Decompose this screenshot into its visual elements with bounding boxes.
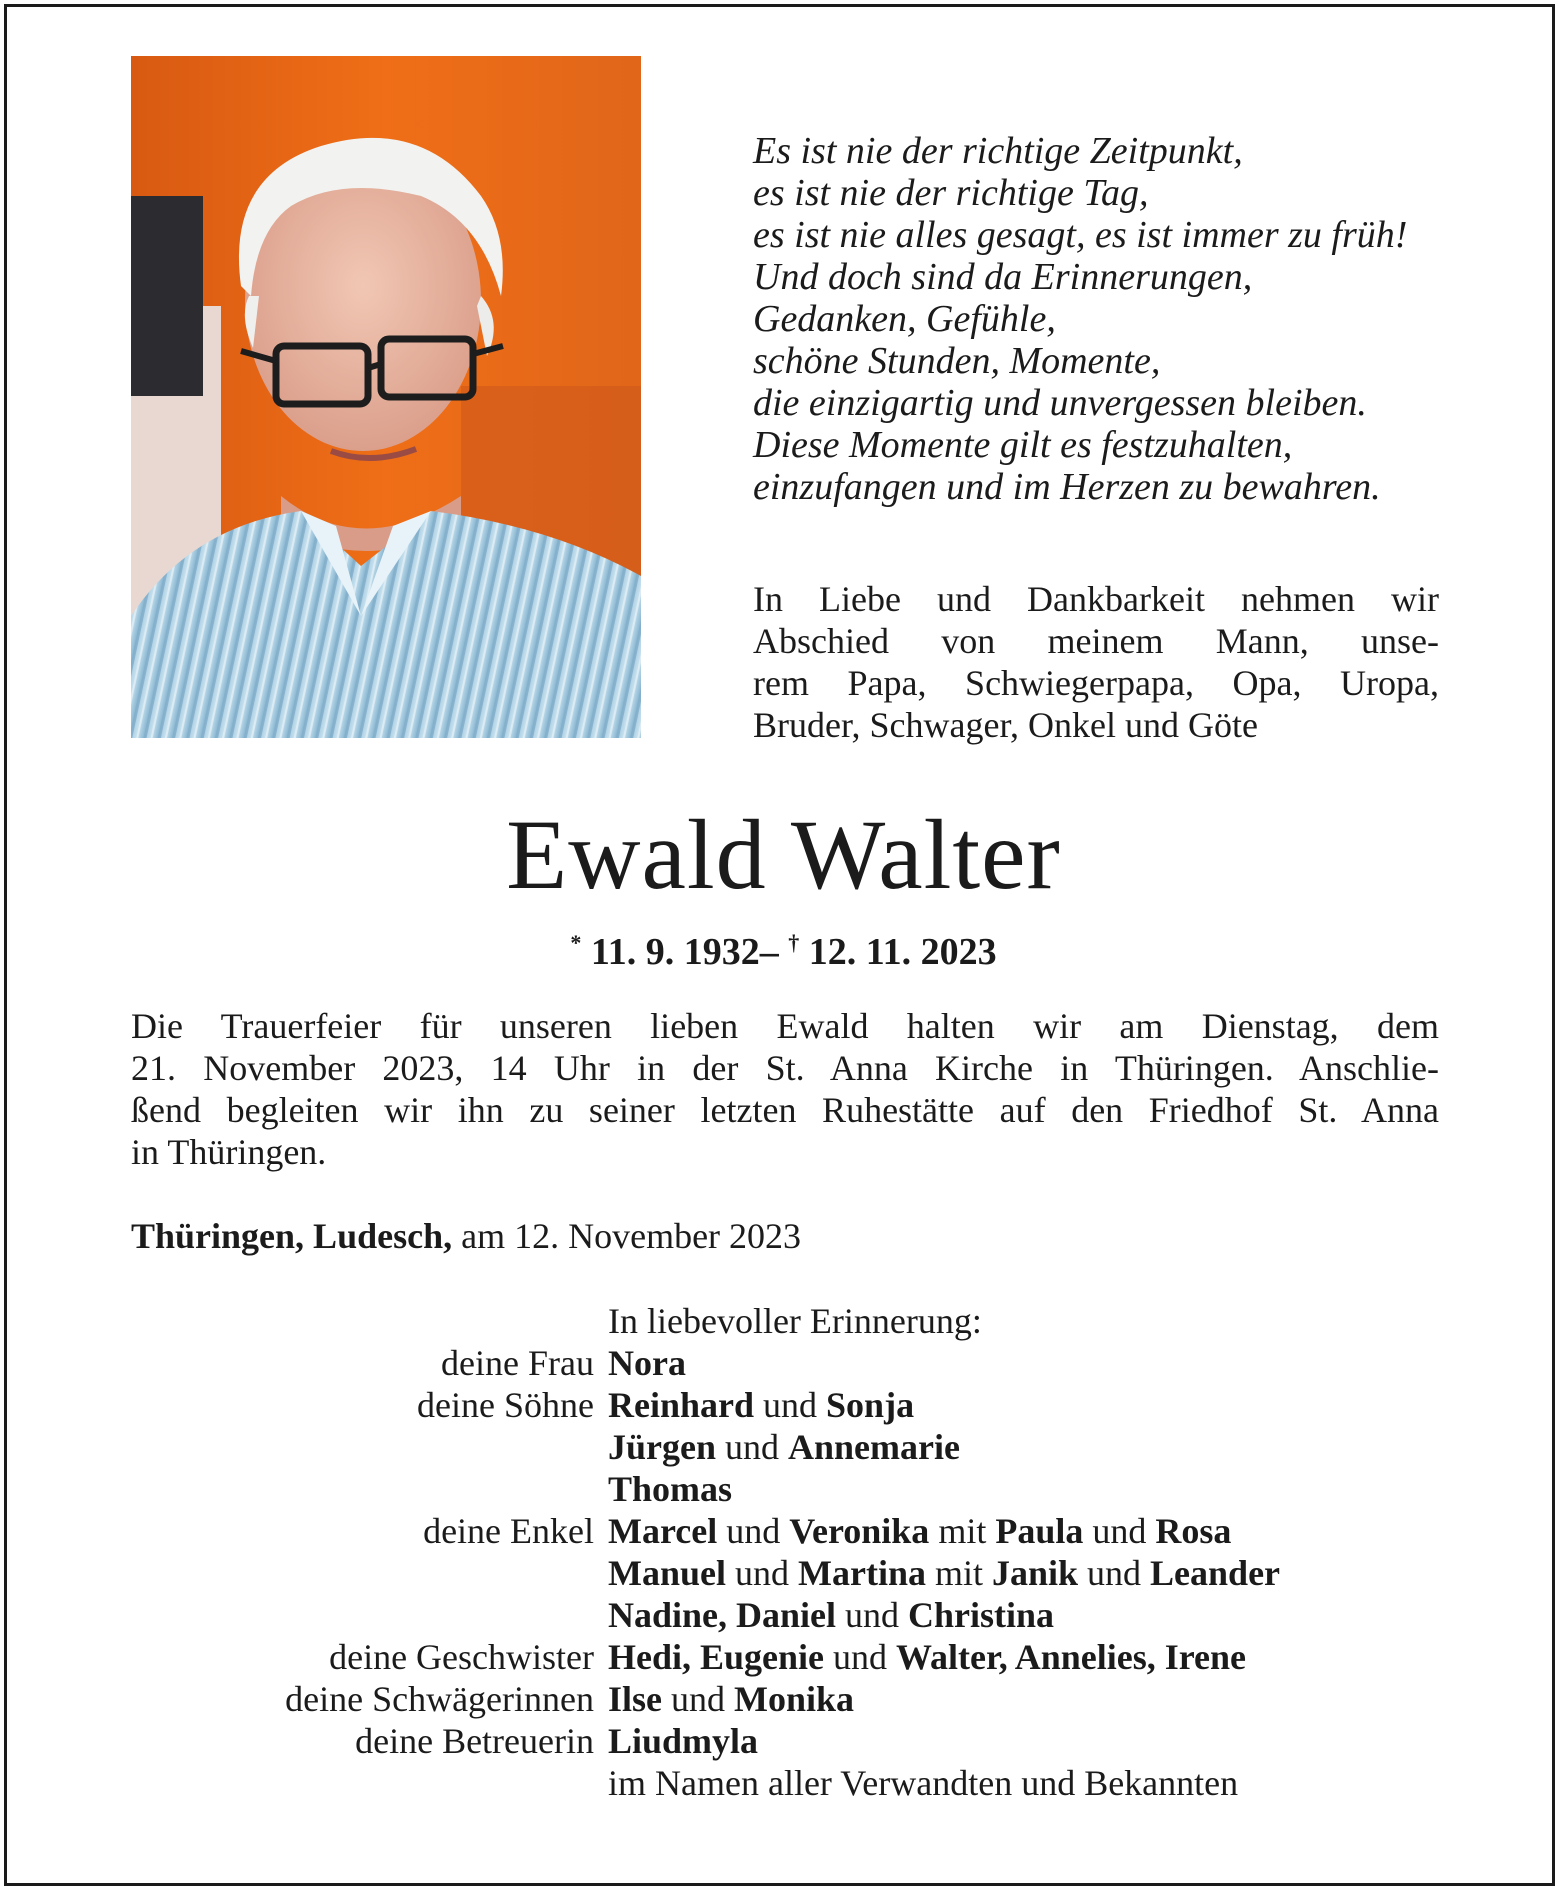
mourner-relation: deine Geschwister: [329, 1637, 594, 1677]
place-names: Thüringen, Ludesch,: [131, 1216, 453, 1256]
poem: [753, 130, 1493, 508]
mourner-row: [131, 1342, 1439, 1384]
mourner-relation: deine Frau: [441, 1343, 594, 1383]
mourner-names: [608, 1510, 1439, 1552]
poem-line: Diese Momente gilt es festzuhalten,: [753, 424, 1293, 466]
mourner-connector: im Namen aller Verwandten und Bekannten: [608, 1763, 1239, 1803]
mourners-heading-row: [131, 1300, 1439, 1342]
mourner-name: Christina: [908, 1595, 1055, 1635]
mourner-name: Leander: [1150, 1553, 1281, 1593]
poem-line: es ist nie alles gesagt, es ist immer zu früh!: [753, 214, 1408, 256]
mourner-relation: deine Schwägerinnen: [285, 1679, 594, 1719]
mourner-row: [131, 1384, 1439, 1426]
poem-line: Gedanken, Gefühle,: [753, 298, 1056, 340]
mourner-connector: und: [836, 1595, 909, 1635]
poem-line: Es ist nie der richtige Zeitpunkt,: [753, 130, 1243, 172]
mourners-list: [131, 1300, 1439, 1804]
mourner-connector: und: [1078, 1553, 1151, 1593]
mourner-row: [131, 1510, 1439, 1552]
mourners-heading: In liebevoller Erinnerung:: [608, 1301, 982, 1341]
place-and-date: [131, 1215, 801, 1257]
farewell-intro: [753, 578, 1439, 746]
intro-line: In Liebe und Dankbarkeit nehmen wir: [753, 579, 1439, 619]
mourner-row: [131, 1678, 1439, 1720]
intro-line: rem Papa, Schwiegerpapa, Opa, Uropa,: [753, 663, 1439, 703]
mourner-names: [608, 1384, 1439, 1426]
mourner-name: Ilse: [608, 1679, 662, 1719]
deceased-name: Ewald Walter: [506, 799, 1061, 910]
mourner-relation: [131, 1552, 608, 1594]
poem-line: schöne Stunden, Momente,: [753, 340, 1161, 382]
mourner-name: Sonja: [826, 1385, 915, 1425]
mourner-names: [608, 1762, 1439, 1804]
announcement-date: am 12. November 2023: [452, 1216, 802, 1256]
mourner-connector: und: [824, 1637, 897, 1677]
mourner-names: [608, 1468, 1439, 1510]
mourner-names: [608, 1678, 1439, 1720]
mourner-name: Thomas: [608, 1469, 733, 1509]
mourner-connector: mit: [925, 1553, 992, 1593]
mourner-name: Janik: [992, 1553, 1079, 1593]
mourner-name: Manuel: [608, 1553, 727, 1593]
mourner-names: [608, 1426, 1439, 1468]
service-line: ßend begleiten wir ihn zu seiner letzten Ruhestätte auf den Friedhof St. Anna: [131, 1090, 1439, 1130]
funeral-service-text: [131, 1005, 1439, 1173]
mourner-row: [131, 1762, 1439, 1804]
mourner-name: Jürgen: [608, 1427, 716, 1467]
death-date: 12. 11. 2023: [808, 931, 997, 973]
mourner-name: Walter, Annelies, Irene: [896, 1637, 1247, 1677]
mourner-row: [131, 1426, 1439, 1468]
mourner-names: [608, 1342, 1439, 1384]
mourner-connector: und: [662, 1679, 734, 1719]
portrait-image: [131, 56, 641, 738]
mourner-relation: [131, 1426, 608, 1468]
mourner-name: Martina: [798, 1553, 926, 1593]
poem-line: Und doch sind da Erinnerungen,: [753, 256, 1253, 298]
mourner-connector: und: [754, 1385, 827, 1425]
mourner-row: [131, 1720, 1439, 1762]
service-line: in Thüringen.: [131, 1132, 327, 1172]
mourner-row: [131, 1636, 1439, 1678]
mourner-connector: und: [726, 1553, 799, 1593]
death-symbol: †: [788, 930, 800, 955]
mourner-name: Rosa: [1155, 1511, 1232, 1551]
mourner-connector: und: [716, 1427, 788, 1467]
mourner-names: [608, 1720, 1439, 1762]
mourner-row: [131, 1468, 1439, 1510]
mourner-names: [608, 1552, 1439, 1594]
mourner-name: Liudmyla: [608, 1721, 759, 1761]
mourner-relation: deine Enkel: [423, 1511, 594, 1551]
mourner-name: Annemarie: [788, 1427, 960, 1467]
mourner-relation: [131, 1762, 608, 1804]
mourner-name: Nadine, Daniel: [608, 1595, 837, 1635]
mourner-row: [131, 1594, 1439, 1636]
mourner-name: Veronika: [789, 1511, 930, 1551]
mourner-relation: [131, 1468, 608, 1510]
mourner-name: Reinhard: [608, 1385, 755, 1425]
poem-line: die einzigartig und unvergessen bleiben.: [753, 382, 1367, 424]
mourner-connector: und: [717, 1511, 790, 1551]
mourner-row: [131, 1552, 1439, 1594]
mourner-relation: deine Söhne: [417, 1385, 594, 1425]
birth-symbol: *: [570, 930, 582, 955]
service-line: 21. November 2023, 14 Uhr in der St. Anna Kirche in Thüringen. Anschlie-: [131, 1048, 1439, 1088]
life-dates: [0, 920, 1567, 975]
portrait-photo: [131, 56, 641, 738]
poem-line: einzufangen und im Herzen zu bewahren.: [753, 466, 1381, 508]
mourner-connector: und: [1083, 1511, 1156, 1551]
mourner-name: Paula: [995, 1511, 1084, 1551]
mourner-names: [608, 1636, 1439, 1678]
poem-line: es ist nie der richtige Tag,: [753, 172, 1149, 214]
intro-line: Abschied von meinem Mann, unse-: [753, 621, 1439, 661]
mourner-name: Hedi, Eugenie: [608, 1637, 825, 1677]
service-line: Die Trauerfeier für unseren lieben Ewald halten wir am Dienstag, dem: [131, 1006, 1439, 1046]
mourner-name: Nora: [608, 1343, 686, 1383]
mourner-relation: [131, 1594, 608, 1636]
mourner-name: Monika: [734, 1679, 855, 1719]
mourner-names: [608, 1594, 1439, 1636]
intro-line: Bruder, Schwager, Onkel und Göte: [753, 705, 1258, 745]
date-dash: –: [759, 931, 779, 973]
birth-date: 11. 9. 1932: [590, 931, 760, 973]
mourner-name: Marcel: [608, 1511, 718, 1551]
mourner-relation: deine Betreuerin: [355, 1721, 594, 1761]
mourner-connector: mit: [929, 1511, 996, 1551]
